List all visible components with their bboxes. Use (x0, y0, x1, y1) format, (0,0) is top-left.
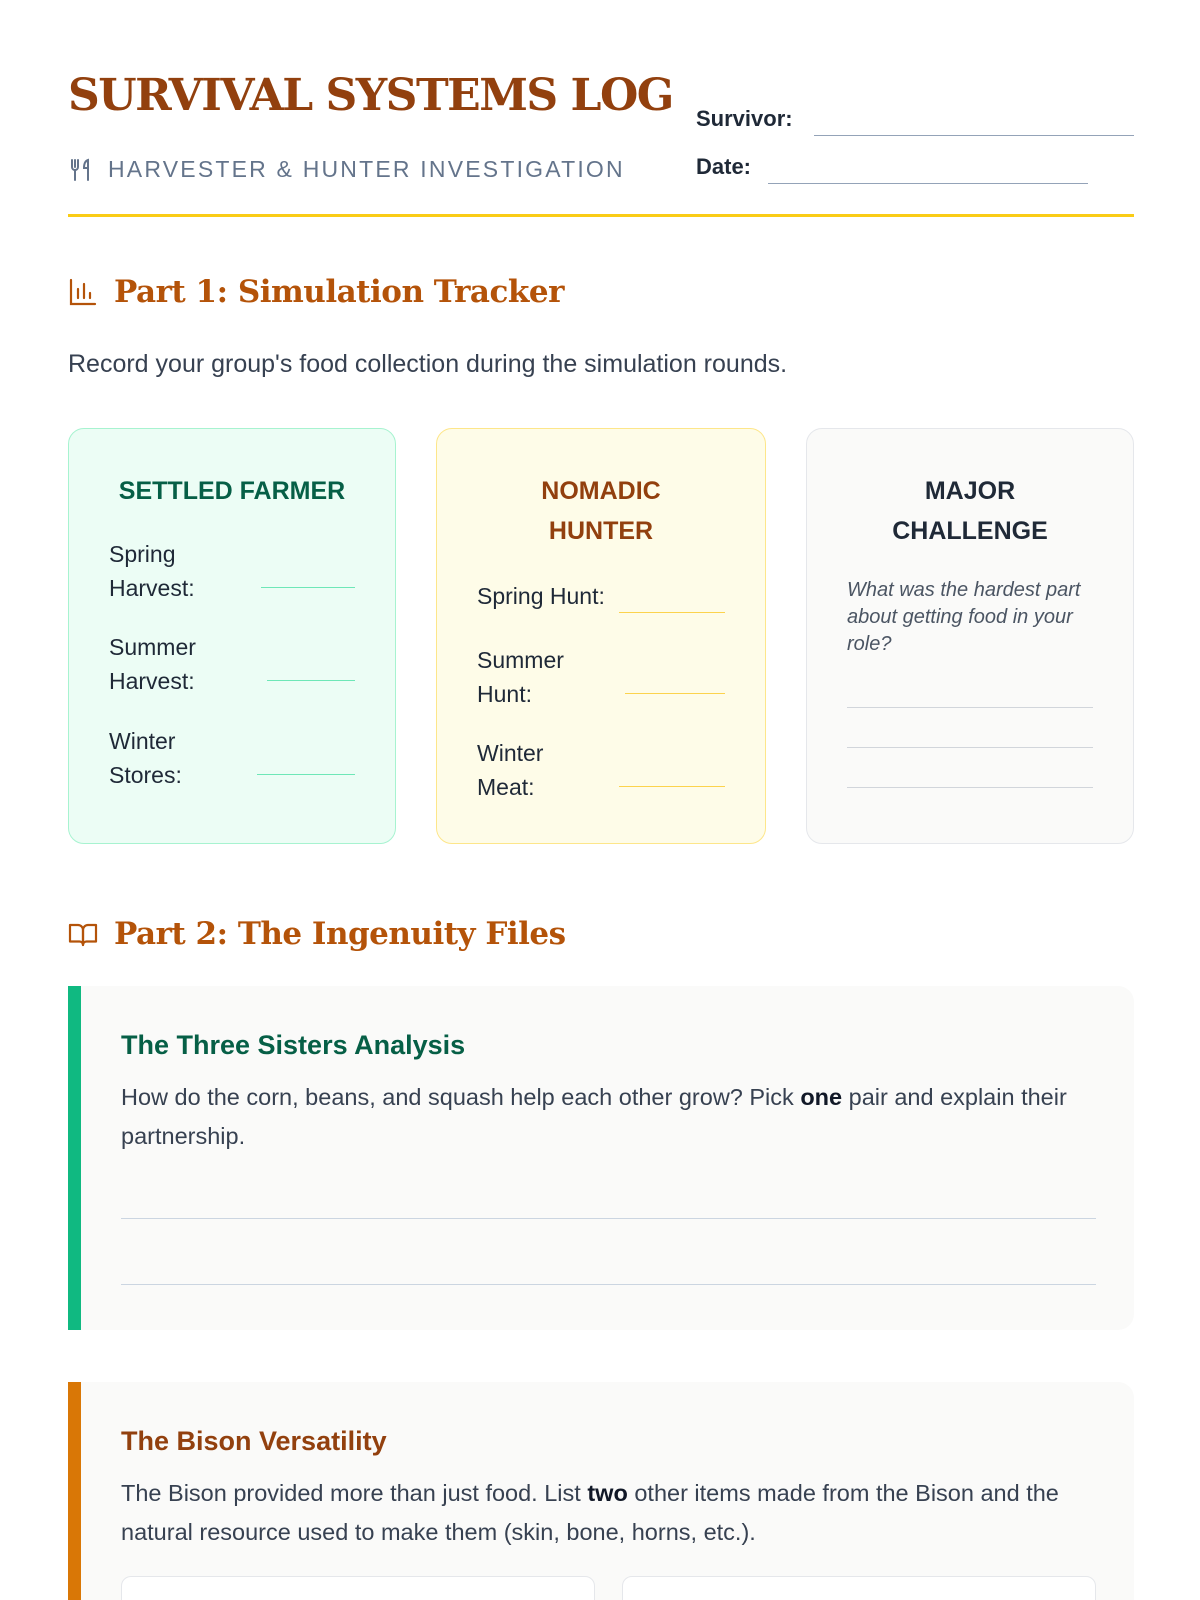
challenge-card (806, 428, 1134, 844)
spring-harvest-label: Spring Harvest: (109, 541, 195, 601)
part2-heading (68, 916, 566, 952)
challenge-answer-line-2[interactable] (847, 747, 1093, 748)
book-open-icon (68, 919, 98, 949)
bison-answer-box-1[interactable] (121, 1576, 595, 1600)
summer-harvest-field (109, 630, 355, 698)
bison-answer-box-2[interactable] (622, 1576, 1096, 1600)
part1-title: Part 1: Simulation Tracker (114, 274, 564, 310)
challenge-title-line2: CHALLENGE (892, 517, 1048, 545)
three-sisters-accent-bar (68, 986, 81, 1330)
three-sisters-answer-line-1[interactable] (121, 1218, 1096, 1219)
survivor-label: Survivor: (696, 106, 793, 131)
winter-meat-label: Winter Meat: (477, 740, 544, 800)
hunter-card-title (477, 471, 725, 551)
date-row (696, 152, 1134, 198)
winter-stores-input[interactable] (257, 774, 355, 775)
page-subtitle (68, 156, 625, 183)
bar-chart-icon (68, 277, 98, 307)
challenge-card-title (847, 471, 1093, 551)
three-sisters-answer-line-2[interactable] (121, 1284, 1096, 1285)
farmer-card-title: SETTLED FARMER (118, 477, 346, 505)
spring-hunt-label: Spring Hunt: (477, 583, 605, 609)
three-sisters-box (68, 986, 1134, 1330)
student-info (696, 106, 1134, 198)
bison-text-1: The Bison provided more than just food. List (121, 1480, 588, 1506)
date-label: Date: (696, 154, 752, 179)
hunter-title-line1: NOMADIC (541, 477, 661, 505)
survivor-row (696, 106, 1134, 152)
part1-heading (68, 274, 564, 310)
summer-hunt-field (477, 643, 725, 711)
header (68, 68, 1134, 218)
three-sisters-text-1: How do the corn, beans, and squash help each other grow? Pick (121, 1084, 801, 1110)
spring-hunt-input[interactable] (619, 612, 725, 613)
spring-harvest-input[interactable] (261, 587, 355, 588)
header-divider (68, 214, 1134, 217)
winter-stores-field (109, 724, 355, 792)
farmer-card (68, 428, 396, 844)
challenge-answer-line-3[interactable] (847, 787, 1093, 788)
survivor-field[interactable] (814, 135, 1134, 136)
date-field[interactable] (768, 183, 1088, 184)
bison-box (68, 1382, 1134, 1600)
utensils-icon (68, 157, 94, 183)
subtitle-text: HARVESTER & HUNTER INVESTIGATION (108, 156, 625, 182)
three-sisters-question (121, 1078, 1096, 1156)
spring-harvest-field (109, 537, 355, 605)
bison-text-2: other items made from the Bison and the natural resource used to make them (skin, bone, horns, etc.). (121, 1480, 1059, 1545)
bison-emphasis: two (587, 1480, 628, 1506)
page-title: SURVIVAL SYSTEMS LOG (68, 70, 673, 121)
bison-question (121, 1474, 1096, 1552)
challenge-answer-line-1[interactable] (847, 707, 1093, 708)
three-sisters-text-2: pair and explain their partnership. (121, 1084, 1067, 1149)
bison-accent-bar (68, 1382, 81, 1600)
summer-harvest-label: Summer Harvest: (109, 634, 196, 694)
hunter-card (436, 428, 766, 844)
three-sisters-title: The Three Sisters Analysis (121, 1030, 466, 1060)
winter-meat-field (477, 736, 725, 804)
challenge-title-line1: MAJOR (924, 477, 1016, 505)
spring-hunt-field (477, 579, 725, 613)
summer-harvest-input[interactable] (267, 680, 355, 681)
summer-hunt-label: Summer Hunt: (477, 647, 564, 707)
winter-meat-input[interactable] (619, 786, 725, 787)
hunter-title-line2: HUNTER (548, 517, 654, 545)
winter-stores-label: Winter Stores: (109, 728, 182, 788)
part2-title: Part 2: The Ingenuity Files (114, 916, 566, 952)
part1-intro: Record your group's food collection during the simulation rounds. (68, 350, 788, 378)
three-sisters-emphasis: one (800, 1084, 843, 1110)
summer-hunt-input[interactable] (625, 693, 725, 694)
bison-title: The Bison Versatility (121, 1426, 387, 1456)
challenge-prompt: What was the hardest part about getting food in your role? (847, 579, 1081, 655)
